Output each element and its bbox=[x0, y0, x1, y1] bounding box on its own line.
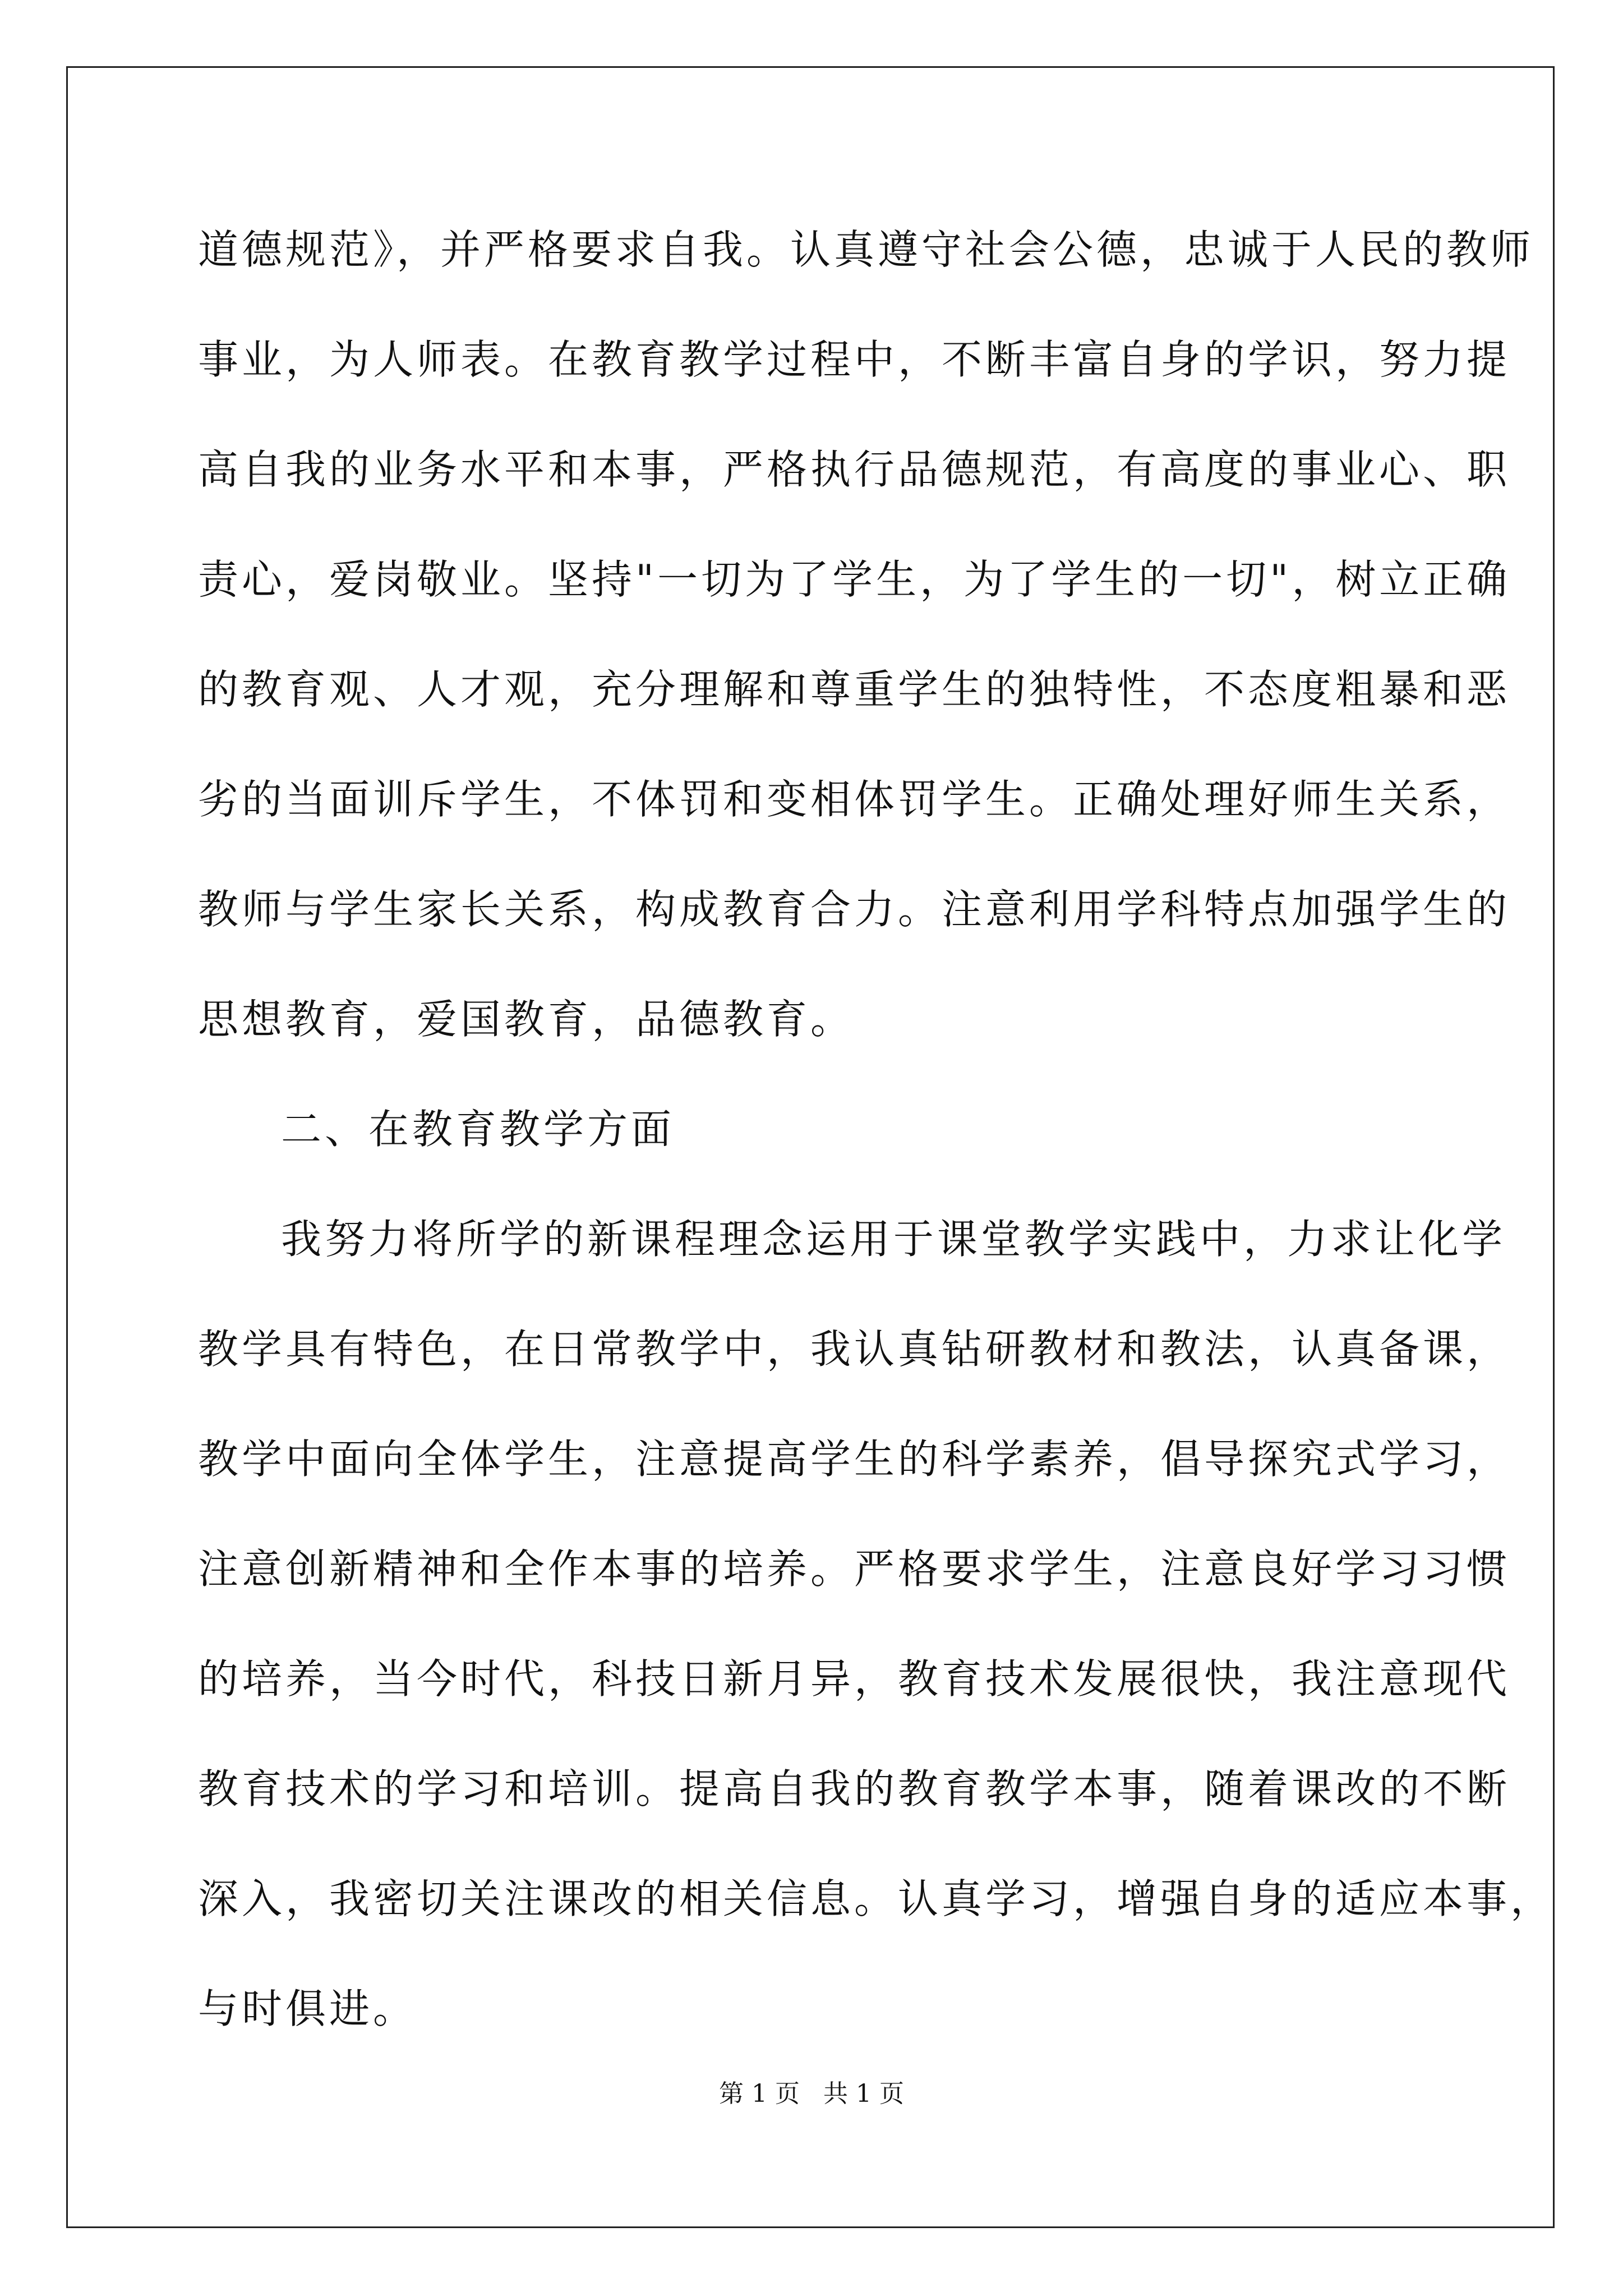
text-line: 我努力将所学的新课程理念运用于课堂教学实践中，力求让化学 bbox=[281, 1216, 1506, 1263]
text-line: 道德规范》，并严格要求自我。认真遵守社会公德，忠诚于人民的教师 bbox=[198, 226, 1534, 273]
text-line: 思想教育，爱国教育，品德教育。 bbox=[198, 996, 855, 1043]
text-line: 教师与学生家长关系，构成教育合力。注意利用学科特点加强学生的 bbox=[198, 886, 1511, 933]
document-body bbox=[198, 216, 1555, 2085]
text-line: 注意创新精神和全作本事的培养。严格要求学生，注意良好学习习惯 bbox=[198, 1545, 1511, 1593]
text-line: 的培养，当今时代，科技日新月异，教育技术发展很快，我注意现代 bbox=[198, 1655, 1511, 1703]
section-heading: 二、在教育教学方面 bbox=[281, 1106, 675, 1153]
text-line: 高自我的业务水平和本事，严格执行品德规范，有高度的事业心、职 bbox=[198, 446, 1511, 493]
text-line: 教学中面向全体学生，注意提高学生的科学素养，倡导探究式学习， bbox=[198, 1435, 1511, 1483]
text-line: 劣的当面训斥学生，不体罚和变相体罚学生。正确处理好师生关系， bbox=[198, 776, 1511, 823]
text-line: 的教育观、人才观，充分理解和尊重学生的独特性，不态度粗暴和恶 bbox=[198, 666, 1511, 713]
text-line: 教学具有特色，在日常教学中，我认真钻研教材和教法，认真备课， bbox=[198, 1326, 1511, 1373]
text-line: 事业，为人师表。在教育教学过程中，不断丰富自身的学识，努力提 bbox=[198, 336, 1511, 383]
text-line: 深入，我密切关注课改的相关信息。认真学习，增强自身的适应本事， bbox=[198, 1875, 1555, 1922]
text-line: 责心，爱岗敬业。坚持"一切为了学生，为了学生的一切"，树立正确 bbox=[198, 556, 1511, 603]
text-line: 与时俱进。 bbox=[198, 1985, 417, 2032]
text-line: 教育技术的学习和培训。提高自我的教育教学本事，随着课改的不断 bbox=[198, 1765, 1511, 1812]
page-footer: 第 1 页 共 1 页 bbox=[719, 2079, 904, 2108]
